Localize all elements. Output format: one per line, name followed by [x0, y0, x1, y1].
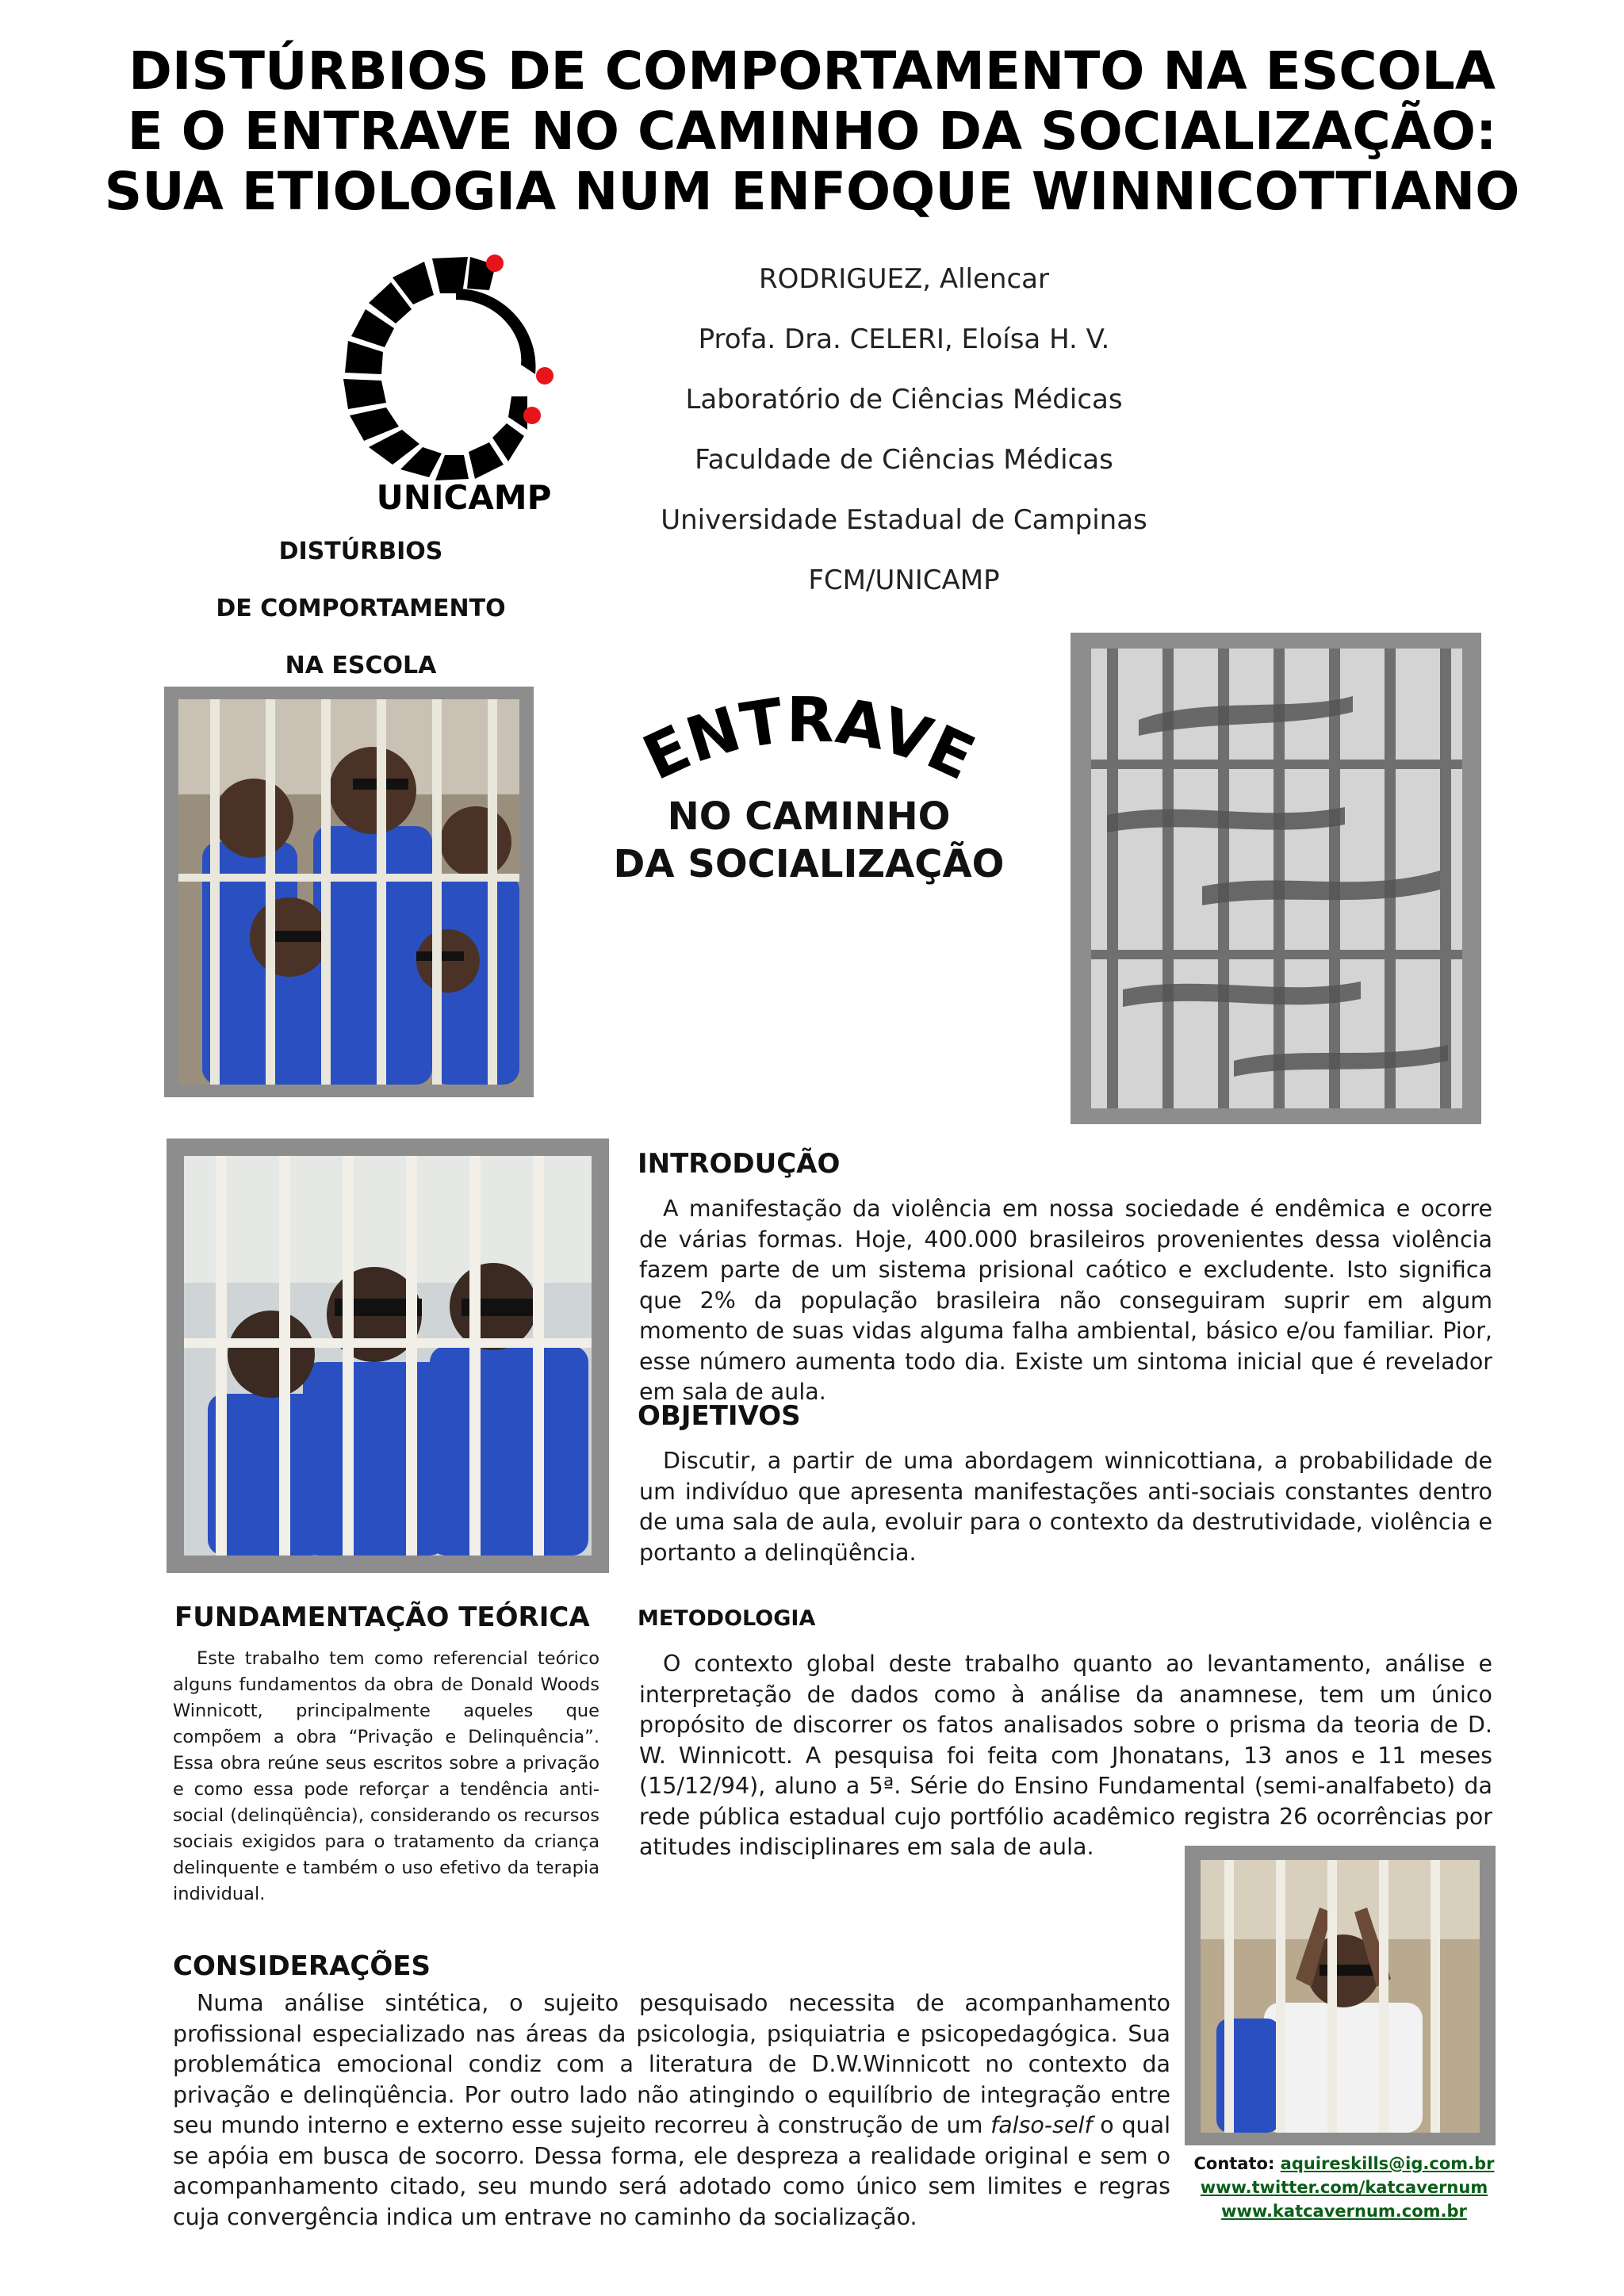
author-1: RODRIGUEZ, Allencar: [759, 263, 1049, 295]
faculty-name: Faculdade de Ciências Médicas: [695, 444, 1113, 476]
contact-label: Contato:: [1193, 2154, 1275, 2173]
website-link[interactable]: www.katcavernum.com.br: [1221, 2202, 1467, 2221]
methodology-text: O contexto global deste trabalho quanto ao levantamento, análise e interpretação de dados como à análise da anamnese, tem um único propósito de discorrer os fatos analisados sobre o prisma da teoria de D. W. Winnicott. A pesquisa foi feita com Jhonatans, 13 anos e 11 meses (15/12/94), aluno a 5ª. Série do Ensino Fundamental (semi-analfabeto) da rede pública estadual cujo portfólio acadêmico registra 26 ocorrências por atitudes indisciplinares em sala de aula.: [639, 1651, 1492, 1860]
objectives-text: Discutir, a partir de uma abordagem winnicottiana, a probabilidade de um indivíduo que apresenta manifestações anti-sociais constantes dentro de uma sala de aula, evoluir para o contexto da destrutividade, violência e portanto a delinqüência.: [639, 1448, 1492, 1566]
photo-frame-students-2: [167, 1138, 609, 1573]
title-line-1: DISTÚRBIOS DE COMPORTAMENTO NA ESCOLA: [128, 40, 1496, 101]
contact-block: [1185, 2152, 1503, 2223]
considerations-heading: CONSIDERAÇÕES: [173, 1950, 431, 1982]
student-bars-photo-3: [1201, 1860, 1480, 2133]
entrave-heading: [619, 682, 999, 793]
entrave-line-1: NO CAMINHO: [667, 794, 951, 839]
poster-title: [48, 41, 1576, 222]
entrave-subtitle: [587, 793, 1031, 888]
twitter-link[interactable]: www.twitter.com/katcavernum: [1200, 2178, 1488, 2197]
hands-bars-photo: [1091, 649, 1462, 1108]
left-caption-line-1: DISTÚRBIOS: [278, 538, 443, 565]
university-name: Universidade Estadual de Campinas: [661, 504, 1147, 536]
considerations-text-start: Numa análise sintética, o sujeito pesquisado necessita de acompanhamento profissional especializado nas áreas da psicologia, psiquiatria e psicopedagógica. Sua problemática emocional condiz com a literatura de D.W.Winnicott no contexto da privação e delinqüência. Por outro lado não atingindo o equilíbrio de integração entre seu mundo interno e externo esse sujeito recorreu à construção de um: [173, 1990, 1170, 2138]
theory-text: Este trabalho tem como referencial teórico alguns fundamentos da obra de Donald Woods Winnicott, principalmente aqueles que compõem a obra “Privação e Delinquência”. Essa obra reúne seus escritos sobre a privação e como essa pode reforçar a tendência anti-social (delinqüência), considerando os recursos sociais exigidos para o tratamento da criança delinquente e também o uso efetivo da terapia individual.: [173, 1648, 599, 1904]
author-2: Profa. Dra. CELERI, Eloísa H. V.: [698, 323, 1110, 355]
contact-email-link[interactable]: aquireskills@ig.com.br: [1280, 2154, 1495, 2173]
considerations-falso-self: falso-self: [990, 2112, 1093, 2138]
title-line-2: E O ENTRAVE NO CAMINHO DA SOCIALIZAÇÃO:: [127, 101, 1497, 162]
intro-text: A manifestação da violência em nossa sociedade é endêmica e ocorre de várias formas. Hoje, 400.000 brasileiros provenientes dessa violência fazem parte de um sistema prisional caótico e excludente. Isto significa que 2% da população brasileira não conseguiram suprir em algum momento de suas vidas alguma falha ambiental, básico e/ou familiar. Pior, esse número aumenta todo dia. Existe um sintoma inicial que é revelador em sala de aula.: [639, 1196, 1492, 1405]
contact-email-row: [1185, 2152, 1503, 2175]
entrave-word: ENTRAVE: [633, 684, 985, 793]
photo-frame-student-3: [1185, 1846, 1496, 2145]
students-bars-photo-1: [178, 699, 519, 1085]
entrave-line-2: DA SOCIALIZAÇÃO: [613, 842, 1005, 886]
objectives-heading: OBJETIVOS: [638, 1400, 801, 1432]
photo-frame-hands: [1071, 633, 1481, 1124]
title-line-3: SUA ETIOLOGIA NUM ENFOQUE WINNICOTTIANO: [104, 161, 1520, 222]
author-block: [619, 255, 1189, 617]
left-caption-line-3: NA ESCOLA: [285, 652, 437, 679]
intro-heading: INTRODUÇÃO: [638, 1148, 841, 1180]
institution-acronym: FCM/UNICAMP: [808, 564, 1000, 596]
left-caption: [170, 531, 551, 702]
unicamp-logo-icon: [337, 254, 591, 515]
considerations-text: [173, 1988, 1170, 2233]
photo-frame-students-1: [164, 687, 534, 1097]
students-bars-photo-2: [184, 1156, 592, 1556]
unicamp-logo: [337, 254, 591, 515]
svg-text:ENTRAVE: [633, 685, 985, 793]
considerations-text-end: o qual se apóia em busca de socorro. Dessa forma, ele despreza a realidade original e sem o acompanhamento citado, seu mundo será adotado como único sem limites e regras cuja convergência indica um entrave no caminho da socialização.: [173, 2112, 1171, 2230]
lab-name: Laboratório de Ciências Médicas: [685, 384, 1123, 415]
methodology-heading: METODOLOGIA: [638, 1606, 816, 1631]
logo-text: UNICAMP: [376, 478, 552, 515]
left-caption-line-2: DE COMPORTAMENTO: [216, 595, 506, 622]
theory-heading: FUNDAMENTAÇÃO TEÓRICA: [174, 1601, 590, 1633]
